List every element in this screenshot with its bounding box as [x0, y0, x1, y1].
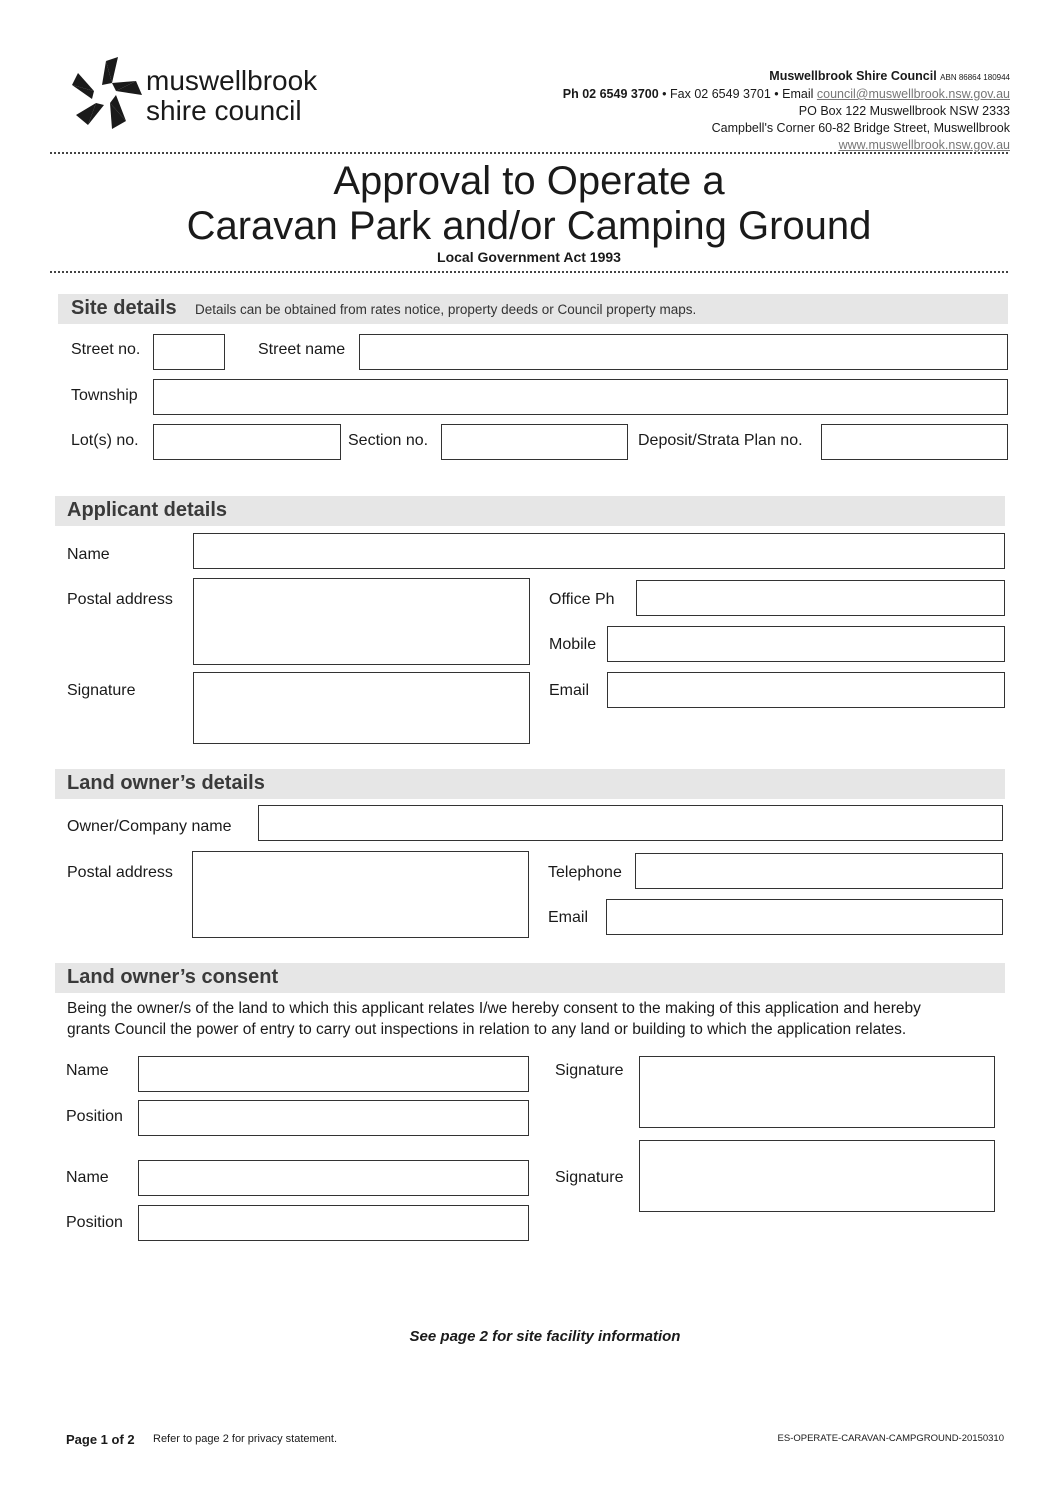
phone: Ph 02 6549 3700	[562, 87, 659, 101]
divider-top	[50, 152, 1008, 154]
office-ph-field[interactable]	[636, 580, 1005, 616]
divider-bottom	[50, 271, 1008, 273]
lots-field[interactable]	[153, 424, 341, 460]
owner-company-label: Owner/Company name	[67, 818, 232, 835]
deposit-field[interactable]	[821, 424, 1008, 460]
consent-signature-field-1[interactable]	[639, 1056, 995, 1128]
applicant-signature-field[interactable]	[193, 672, 530, 744]
consent-name-label-1: Name	[66, 1062, 109, 1079]
consent-name-field-1[interactable]	[138, 1056, 529, 1092]
applicant-details-heading: Applicant details	[67, 499, 228, 521]
title-line2: Caravan Park and/or Camping Ground	[186, 204, 872, 248]
mobile-field[interactable]	[607, 626, 1005, 662]
section-label: Section no.	[348, 432, 429, 449]
site-details-heading: Site details	[71, 297, 177, 319]
street-name-field[interactable]	[359, 334, 1008, 370]
consent-signature-field-2[interactable]	[639, 1140, 995, 1212]
po-box: PO Box 122 Muswellbrook NSW 2333	[798, 104, 1010, 118]
applicant-signature-label: Signature	[67, 682, 136, 699]
consent-position-label-2: Position	[66, 1214, 123, 1231]
fax: Fax 02 6549 3701	[670, 87, 771, 101]
privacy-note: Refer to page 2 for privacy statement.	[153, 1433, 338, 1445]
consent-name-field-2[interactable]	[138, 1160, 529, 1196]
consent-text-line2: grants Council the power of entry to carry out inspections in relation to any land or building to which the application relates.	[67, 1021, 907, 1038]
consent-signature-label-1: Signature	[555, 1062, 624, 1079]
township-label: Township	[71, 387, 138, 404]
owner-telephone-label: Telephone	[548, 864, 622, 881]
owner-email-field[interactable]	[606, 899, 1003, 935]
logo-line2: shire council	[146, 95, 302, 126]
page-number: Page 1 of 2	[66, 1432, 135, 1447]
consent-position-field-1[interactable]	[138, 1100, 529, 1136]
title-line1: Approval to Operate a	[333, 159, 725, 203]
mobile-label: Mobile	[549, 636, 597, 653]
owner-details-heading: Land owner’s details	[67, 772, 265, 794]
site-details-note: Details can be obtained from rates notice, property deeds or Council property maps.	[195, 302, 697, 317]
star-logo-icon	[66, 55, 144, 135]
abn: ABN 86864 180944	[940, 73, 1010, 82]
applicant-name-field[interactable]	[193, 533, 1005, 569]
section-field[interactable]	[441, 424, 628, 460]
applicant-email-label: Email	[549, 682, 590, 699]
consent-position-label-1: Position	[66, 1108, 123, 1125]
subtitle: Local Government Act 1993	[437, 249, 621, 265]
owner-email-label: Email	[548, 909, 589, 926]
applicant-postal-field[interactable]	[193, 578, 530, 665]
logo-line1: muswellbrook	[146, 65, 318, 96]
owner-consent-heading: Land owner’s consent	[67, 966, 279, 988]
owner-telephone-field[interactable]	[635, 853, 1003, 889]
deposit-label: Deposit/Strata Plan no.	[638, 432, 803, 449]
email-label: Email	[782, 87, 814, 101]
contact-block: Muswellbrook Shire Council ABN 86864 180944 Ph 02 6549 3700 • Fax 02 6549 3701 • Email council@muswellbrook.nsw.gov.au PO Box 122 Muswellbrook NSW 2333 Campbell's Corner 60-82 Bridge Street, Muswellbrook www.muswellbrook.nsw.gov.au	[562, 69, 1010, 152]
owner-postal-field[interactable]	[192, 851, 529, 938]
applicant-postal-label: Postal address	[67, 591, 173, 608]
consent-text-line1: Being the owner/s of the land to which this applicant relates I/we hereby consent to the making of this application and hereby	[67, 1000, 921, 1017]
applicant-name-label: Name	[67, 546, 110, 563]
street-address: Campbell's Corner 60-82 Bridge Street, Muswellbrook	[711, 121, 1010, 135]
street-no-label: Street no.	[71, 341, 141, 358]
logo	[66, 55, 346, 135]
council-email-link[interactable]: council@muswellbrook.nsw.gov.au	[816, 87, 1010, 101]
consent-name-label-2: Name	[66, 1169, 109, 1186]
consent-position-field-2[interactable]	[138, 1205, 529, 1241]
owner-postal-label: Postal address	[67, 864, 173, 881]
website-link[interactable]: www.muswellbrook.nsw.gov.au	[838, 138, 1010, 152]
township-field[interactable]	[153, 379, 1008, 415]
office-ph-label: Office Ph	[549, 591, 615, 608]
owner-company-field[interactable]	[258, 805, 1003, 841]
form-code: ES-OPERATE-CARAVAN-CAMPGROUND-20150310	[777, 1433, 1004, 1444]
see-page-note: See page 2 for site facility information	[409, 1328, 681, 1345]
lots-label: Lot(s) no.	[71, 432, 139, 449]
consent-signature-label-2: Signature	[555, 1169, 624, 1186]
street-no-field[interactable]	[153, 334, 225, 370]
street-name-label: Street name	[258, 341, 346, 358]
applicant-email-field[interactable]	[607, 672, 1005, 708]
org-name: Muswellbrook Shire Council	[769, 69, 937, 83]
